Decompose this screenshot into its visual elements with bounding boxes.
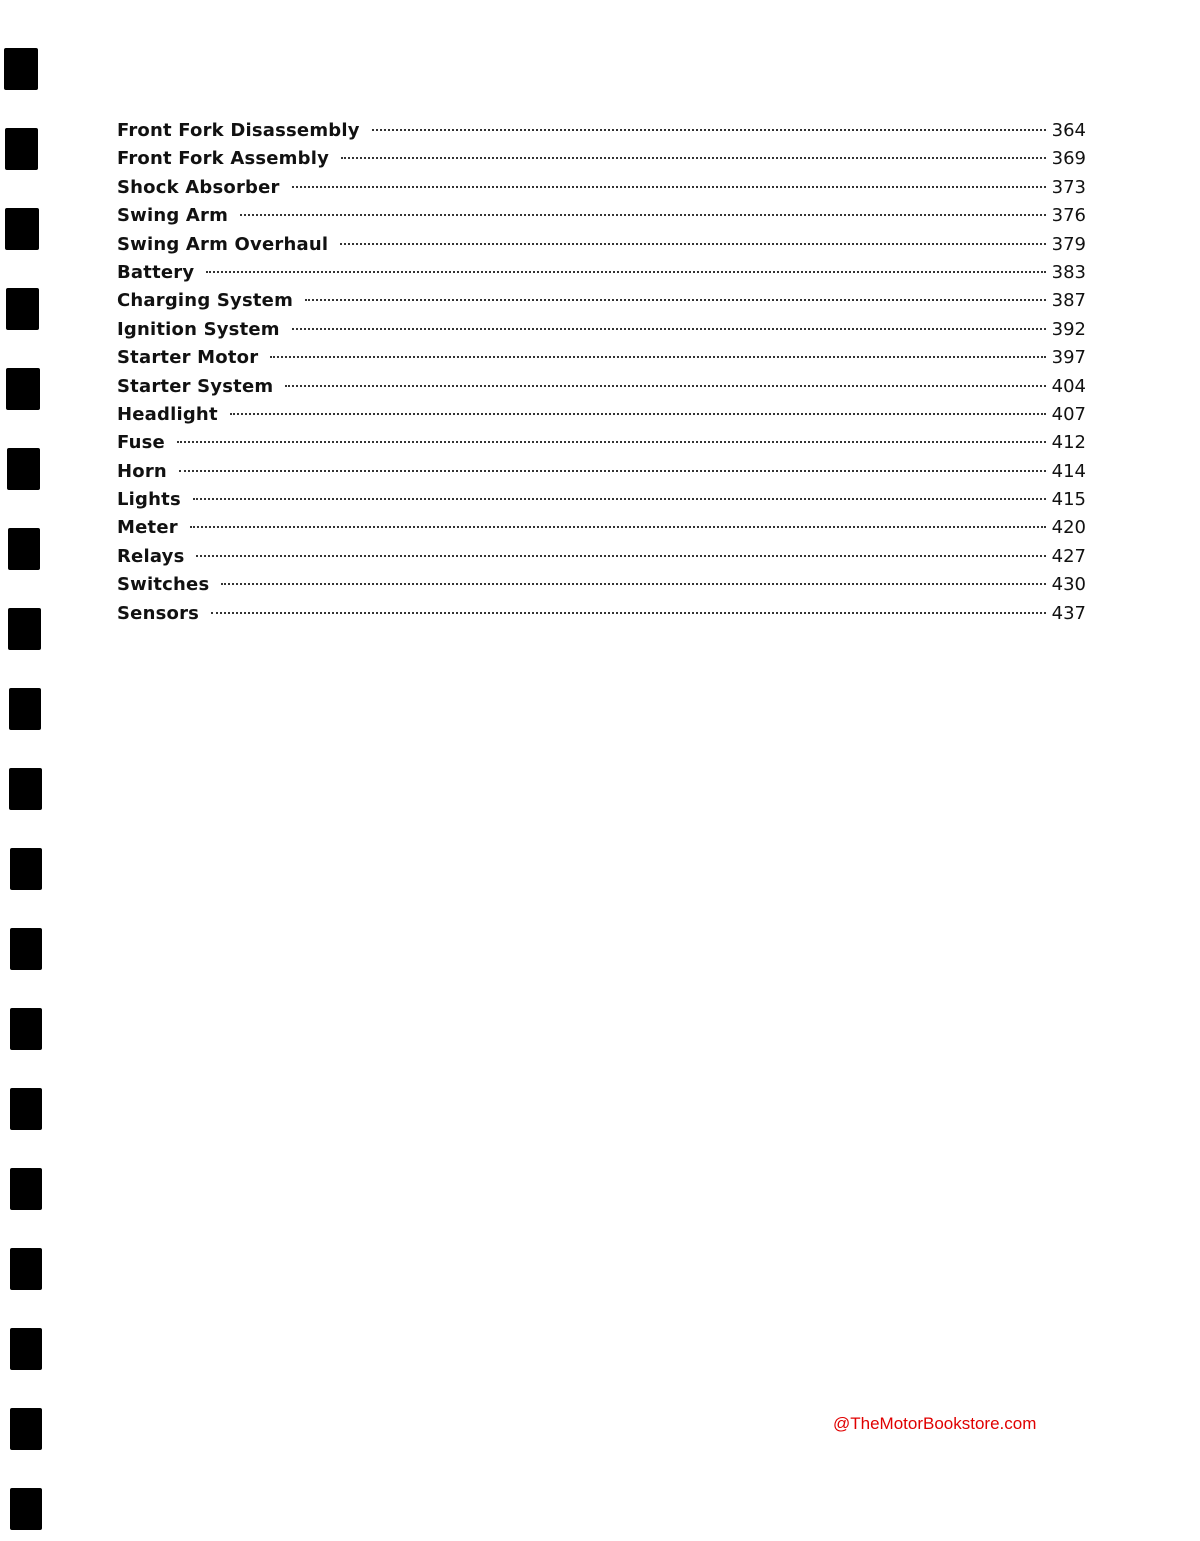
toc-entry-page-number: 364 — [1051, 120, 1086, 141]
binding-hole — [10, 1328, 42, 1370]
toc-entry-page-number: 427 — [1051, 545, 1086, 567]
toc-dot-leader — [179, 470, 1046, 472]
toc-entry-title: Ignition System — [117, 318, 280, 340]
toc-entry — [117, 571, 1086, 599]
toc-entry — [117, 401, 1086, 429]
toc-entry-title: Horn — [117, 460, 167, 482]
toc-dot-leader — [190, 526, 1046, 528]
toc-entry — [117, 600, 1086, 628]
toc-entry-page-number: 414 — [1051, 460, 1086, 482]
toc-entry — [117, 174, 1086, 202]
toc-entry — [117, 486, 1086, 514]
toc-entry — [117, 231, 1086, 259]
toc-entry-page-number: 392 — [1051, 318, 1086, 340]
toc-entry-page-number: 397 — [1051, 347, 1086, 369]
toc-entry-title: Starter System — [117, 375, 274, 397]
toc-entry — [117, 429, 1086, 457]
toc-entry-title: Relays — [117, 545, 185, 567]
toc-entry-title: Charging System — [117, 290, 294, 312]
toc-dot-leader — [305, 299, 1046, 301]
binding-hole — [10, 1168, 42, 1210]
toc-entry-page-number: 387 — [1051, 290, 1086, 312]
toc-entry-page-number: 430 — [1051, 574, 1086, 596]
toc-entry-title: Front Fork Assembly — [117, 148, 330, 170]
binding-hole — [4, 48, 38, 90]
toc-dot-leader — [177, 441, 1046, 443]
toc-entry-page-number: 369 — [1051, 148, 1086, 170]
toc-entry-page-number: 379 — [1051, 233, 1086, 255]
toc-entry — [117, 514, 1086, 542]
toc-dot-leader — [206, 271, 1045, 273]
toc-entry-page-number: 415 — [1051, 489, 1086, 511]
toc-entry-title: Shock Absorber — [117, 176, 280, 198]
binding-hole — [10, 1008, 42, 1050]
toc-entry-title: Starter Motor — [117, 347, 259, 369]
binding-hole — [10, 928, 42, 970]
toc-dot-leader — [240, 214, 1046, 216]
toc-dot-leader — [372, 129, 1046, 131]
toc-entry-page-number: 420 — [1051, 517, 1086, 539]
binding-hole — [5, 208, 39, 250]
toc-dot-leader — [193, 498, 1046, 500]
toc-entry-page-number: 404 — [1051, 375, 1086, 397]
toc-dot-leader — [230, 413, 1046, 415]
toc-dot-leader — [292, 328, 1046, 330]
toc-entry-page-number: 412 — [1051, 432, 1086, 454]
toc-entry — [117, 344, 1086, 372]
toc-entry — [117, 287, 1086, 315]
toc-entry — [117, 145, 1086, 173]
toc-dot-leader — [211, 612, 1046, 614]
spiral-binding-holes — [0, 0, 60, 1541]
toc-entry-title: Lights — [117, 489, 181, 511]
toc-entry-title: Headlight — [117, 403, 218, 425]
binding-hole — [10, 1408, 42, 1450]
toc-dot-leader — [270, 356, 1045, 358]
toc-dot-leader — [340, 243, 1045, 245]
toc-entry-title: Fuse — [117, 432, 165, 454]
binding-hole — [10, 848, 42, 890]
toc-dot-leader — [341, 157, 1046, 159]
toc-entry — [117, 259, 1086, 287]
binding-hole — [10, 1248, 42, 1290]
binding-hole — [10, 1088, 42, 1130]
watermark-text: @TheMotorBookstore.com — [833, 1414, 1037, 1433]
binding-hole — [6, 368, 39, 410]
toc-entry-title: Front Fork Disassembly — [117, 120, 360, 141]
toc-entry-title: Switches — [117, 574, 210, 596]
toc-dot-leader — [221, 583, 1045, 585]
toc-entry-title: Swing Arm — [117, 205, 229, 227]
toc-entry-title: Swing Arm Overhaul — [117, 233, 329, 255]
toc-entry — [117, 458, 1086, 486]
binding-hole — [9, 688, 41, 730]
toc-entry — [117, 373, 1086, 401]
binding-hole — [8, 528, 41, 570]
toc-entry-page-number: 407 — [1051, 403, 1086, 425]
toc-entry — [117, 316, 1086, 344]
toc-entry-page-number: 383 — [1051, 261, 1086, 283]
toc-entry-page-number: 437 — [1051, 602, 1086, 624]
toc-entry — [117, 202, 1086, 230]
binding-hole — [7, 448, 40, 490]
binding-hole — [9, 768, 41, 810]
binding-hole — [10, 1488, 42, 1530]
toc-entry — [117, 543, 1086, 571]
toc-entry — [117, 117, 1086, 145]
binding-hole — [8, 608, 41, 650]
toc-dot-leader — [292, 186, 1046, 188]
toc-entry-title: Battery — [117, 261, 195, 283]
toc-dot-leader — [196, 555, 1045, 557]
toc-dot-leader — [285, 385, 1045, 387]
toc-entry-page-number: 373 — [1051, 176, 1086, 198]
toc-entry-title: Sensors — [117, 602, 200, 624]
table-of-contents — [117, 117, 1086, 628]
toc-entry-page-number: 376 — [1051, 205, 1086, 227]
toc-entry-title: Meter — [117, 517, 178, 539]
binding-hole — [5, 128, 39, 170]
binding-hole — [6, 288, 39, 330]
